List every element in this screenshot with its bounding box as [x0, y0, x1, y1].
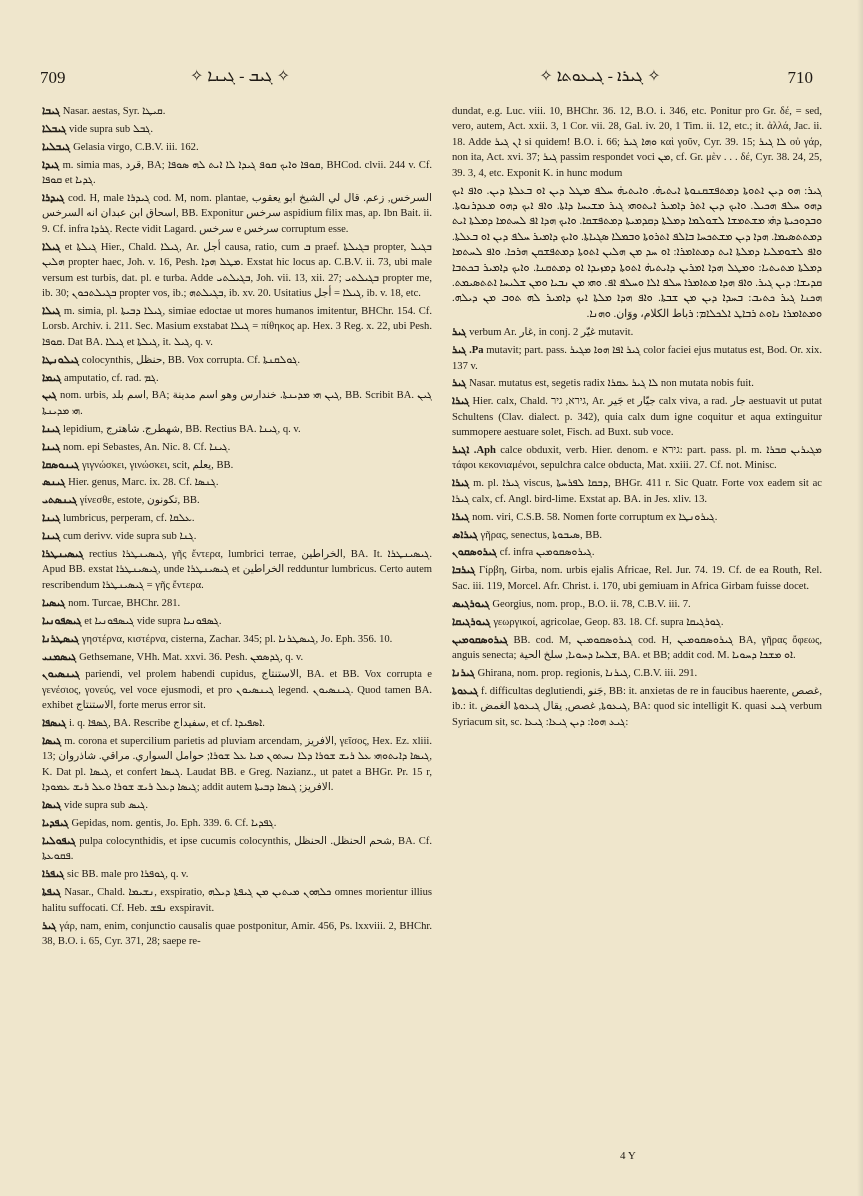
entry-headword: ܓܝܢܐ [42, 513, 61, 525]
dictionary-entry [42, 353, 432, 368]
page-header [0, 60, 863, 96]
entry-headword: ܓܝܣܛܪܢܐ [42, 633, 80, 645]
entry-headword: ܓܝܪܘܣܩܘܢ [452, 547, 498, 559]
entry-definition: rectius ܓܝܣܝܢܛܪܐ, γῆς ἔντερα, lumbrici terrae, الخراطين, BA. It. ܓܝܣܝܢܛܪܐ. Apud BB. exstat ܓܝܣܝܢܛܪܐ, unde ܓܝܣܝܢܛܪܐ et الخراطين redduntur lumbricus. Certo autem rescribendum ܓܝܣܝܢܛܪܐ = γῆς ἔντερα. [42, 549, 432, 591]
dictionary-entry [452, 394, 822, 440]
entry-headword: ܓܝܢܐ [42, 423, 61, 435]
entry-definition: et ܓܝܣܦܘܢܝܐ vide supra ܓܣܦܘܢܝܐ. [84, 615, 222, 627]
entry-definition: Hier. genus, Marc. ix. 28. Cf. ܓܢܣܐ. [68, 477, 219, 489]
dictionary-entry [42, 191, 432, 237]
dictionary-entry [42, 716, 432, 731]
syriac-gloss-block: ܓܝܪ: ܗܘ ܕܝܢ ܐܬܘܬܐ ܕܡܬܦܫܩܢܘܬܐ ܐܝܬܝܗ̇. ܘܐܝܬܝܗ̇ ܚܠܦ ܡܛܠ ܕܝܢ ܐܘ ܒܥܠܬܐ ܕܝܢ. ܘܐܦ ܐܝܟ ܕܗܘ ܚܠܦ ܗܟܝܠ. ܘܐܝܟ ܕܝܢ ܐܬܪ ܕܐܡܝܪ ܐܝܬܘܗܝ ܓܝܪ ܡܫܝܚܐ ܕܐܬܐ. ܘܐܦ ܐܝܟ ܕܗܘ ܡܥܕܪܢܘܬܐ. ܘܒܕܘܟܝܬܐ ܕܗ̇ܝ ܡܫܬܡܫܐ ܠܫܘܠܡܐ ܕܡܠܬܐ ܕܩܕܡܝܬܐ ܕܡܬܦܫܩܐ. ܘܐܝܟ ܗܕܐ ܐܦ ܠܚܬܡܐ ܕܡܠܬܐ ܐܝܬ ܕܡܬܬܣܝܡܐ. ܗܕܐ ܕܝܢ ܡܫܬܟܚܐ ܒܐܠܦ ܐܬܪܘܬܐ ܘܒܡܠܐ ܣܓܝܐܬܐ. ܘܐܝܟ ܕܐܡܝܪ ܚܠܦ ܕܝܢ ܐܘ ܒܥܠܬܐ. ܘܐܦ ܠܫܘܡܠܝܐ ܕܡܠܬܐ ܐܝܬ ܕܡܬܐܡܪܐ: ܐܘ ܚܕ ܡܢ ܗܠܝܢ ܐܬܘܬܐ ܕܡܬܦܫܩܢ ܗܪܟܐ. ܘܐܦ ܠܚܬܡܐ ܕܡܠܬܐ ܡܬܝܬܝܐ: ܘܡܛܠ ܗܕܐ ܐܡܪܝܢ ܕܐܝܬܝܗ̇ ܐܬܘܬܐ ܕܡܙܝܕܐ ܐܘ ܕܡܬܩܢܐ. ܘܐܝܟ ܕܐܡܝܪ ܒܟܬܒܐ ܩܕܝܫܐ: ܕܝܢ ܓܝܪ. ܘܐܦ ܗܕܐ ܡܬܐܡܪܐ ܚܠܦ ܐܠܐ ܘܚܠܦ ܐܦ. ܘܗܝ ܡܢ ܢܒܝܐ ܘܡܢ ܫܠܝܚܐ ܐܬܬܣܝܡܬ. ܗܟܢܐ ܓܝܪ ܟܬܝܒ: ܒܚܕܐ ܕܝܢ ܡܢ ܫܒܬܐ. ܘܐܦ ܗܕܐ ܡܠܬܐ ܐܝܟ ܕܐܡܝܪ ܠܗ ܬܘܒ ܡܢ ܕܝܠܗ. ܘܡܬܐܡܪܐ ܢܐܘܬ ܪܒܐܛ ܐܠܟܠܐܡ: ܪباط الكلام، ووَان. ܘܗܢܐ. [452, 184, 822, 320]
entry-headword: ܓܝܒܠܐ [42, 123, 67, 135]
ornament-icon: ✧ [276, 68, 291, 85]
left-page-number: 709 [40, 68, 66, 87]
entry-headword: Aph. ܐܓܝܪ [452, 445, 496, 457]
dictionary-entry [42, 304, 432, 350]
entry-definition: cod. H, male ܓܝܕܪܐ cod. M, nom. plantae, السرخس, زعم. قال لي الشيخ ابو يعقوب اسحاق ابن عبدان انه السرخس, BB. Exponitur سرخس aspidium filix mas, ap. Ibn Bait. ii. 9. Cf. infra ܓܪܕܐ. Recte vidit Lagard. سرخس e سرخس corruptum esse. [42, 193, 432, 235]
right-running-title [525, 66, 675, 86]
entry-headword: ܓܝܣܦܐ [42, 718, 67, 730]
entry-definition: mutavit; part. pass. ܓܝܪ ܐܦܐ ܗܘܐ ܡܓܝܪ color faciei ejus mutatus est, Bod. Or. xix. 137 v. [452, 345, 822, 372]
entry-definition: Gethsemane, VHh. Mat. xxvi. 36. Pesh. ܓܕܣܡܢ, q. v. [79, 651, 304, 663]
entry-headword: ܓܝܢܣܝܘܢ [42, 669, 80, 681]
entry-headword: ܓܝܠܘܢܛܐ [42, 354, 80, 366]
entry-headword: ܓܝܕܪܐ [42, 193, 65, 205]
entry-headword: ܓܝܪܐ [452, 396, 470, 408]
entry-definition: m. simia, pl. ܓܝܠܐ ܕܒܝܬܐ, simiae edoctae ut mores humanos imitentur, BHChr. 154. Cf. Lorsb. Archiv. i. 211. Sec. Masium exstabat ܓܝܠܐ = πίθηκος ap. Hex. 3 Reg. x. 22, ubi Pesh. ܩܘܦܐ. Dat BA. ܓܝܠܐ et ܓܝܠܬܐ, it. ܓܝܠ, q. v. [42, 305, 432, 348]
dictionary-entry [452, 615, 822, 630]
entry-headword: ܓܝܠܐ [42, 241, 61, 253]
entry-headword: ܓܝܦܪܐ [42, 869, 65, 881]
dictionary-entry [42, 596, 432, 611]
dictionary-entry [42, 158, 432, 189]
ornament-icon: ✧ [647, 68, 661, 85]
entry-headword: ܓܝܪ [452, 378, 467, 390]
dictionary-entry [42, 614, 432, 629]
entry-headword: Pa. ܓܝܪ [452, 345, 484, 357]
dictionary-entry [42, 734, 432, 796]
dictionary-entry [42, 816, 432, 831]
dictionary-entry [452, 633, 822, 664]
entry-headword: ܓܝܣܝܐ [42, 597, 66, 609]
left-running-title [170, 66, 310, 86]
dictionary-entry [42, 422, 432, 437]
entry-definition: Gepidas, nom. gentis, Jo. Eph. 339. 6. Cf. ܓܦܕܝܐ. [71, 818, 277, 830]
entry-definition: γεωργικοί, agricolae, Geop. 83. 18. Cf. supra ܓܘܪܓܝܩܐ. [493, 616, 724, 628]
entry-definition: vide supra sub ܓܝܣ. [64, 800, 149, 812]
entry-definition: Γίρβη, Girba, nom. urbis ejalis Africae, Rel. Jur. 74. 19. Cf. de ea Routh, Rel. Sac. iii. 119, Morcel. Afr. Christ. i. 170, ubi gemiuam in Africa Girbam fuisse docet. [452, 565, 822, 592]
entry-headword: ܓܝܪܒܐ [452, 565, 476, 577]
dictionary-entry [42, 475, 432, 490]
ornament-icon: ✧ [189, 68, 204, 85]
dictionary-entry [42, 388, 432, 419]
entry-headword: ܓܝܦܘܠܝܐ [42, 835, 76, 847]
entry-headword: ܓܝܒܠܝܐ [42, 141, 71, 153]
entry-definition: γάρ, nam, enim, conjunctio causalis quae postponitur, Amir. 456, Ps. lxxviii. 2, BHChr. 38, B.O. i. 65, Cyr. 371, 28; saepe re- [42, 920, 432, 947]
entry-headword: ܓܝܒܐ [42, 106, 61, 117]
entry-headword: ܓܝܪܐ [452, 478, 470, 490]
dictionary-entry [452, 597, 822, 612]
entry-definition: Ghirana, nom. prop. regionis, ܓܝܪܢܐ, C.B.V. iii. 291. [477, 667, 698, 679]
signature-mark: 4 Y [620, 1150, 636, 1162]
dictionary-entry [42, 529, 432, 544]
entry-definition: cf. infra ܓܝܪܘܣܩܘܡܝܢ. [499, 547, 595, 559]
entry-headword: ܓܝܣܦܘܢܝܐ [42, 615, 82, 627]
entry-definition: Georgius, nom. prop., B.O. ii. 78, C.B.V. iii. 7. [492, 598, 691, 610]
entry-headword: ܓܝܪܐܣ [452, 529, 478, 541]
entry-headword: ܓܝܪܐ [452, 511, 470, 523]
dictionary-entry [42, 458, 432, 473]
entry-definition: cum derivv. vide supra sub ܓܢܐ. [63, 531, 197, 543]
entry-definition: amputatio, cf. rad. ܓܡ. [64, 372, 159, 384]
entry-definition: γίνεσθε, estote, تكونون, BB. [79, 495, 200, 507]
dictionary-entry [42, 511, 432, 526]
dictionary-entry [42, 650, 432, 665]
entry-headword: ܓܝܪܢܐ [452, 667, 475, 679]
dictionary-entry [452, 443, 822, 474]
entry-headword: ܓܝܠܐ [42, 305, 61, 317]
entry-headword: ܓܝܕܐ [42, 159, 60, 171]
entry-headword: ܓܝܦܬܐ [42, 887, 62, 899]
entry-definition: lumbricus, perperam, cf. ܥܠܩܐ. [63, 513, 195, 525]
entry-headword: ܓܝܣܐ [42, 736, 62, 748]
entry-headword: ܓܝܪܘܣܩܘܡܝܢ [452, 634, 508, 646]
right-page-number: 710 [787, 68, 813, 87]
entry-definition: vide supra sub ܓܒܠ. [68, 123, 154, 135]
left-column [42, 104, 432, 1126]
entry-definition: nom. viri, C.S.B. 58. Nomen forte corruptum ex ܓܝܪܘܢܛܐ. [472, 511, 718, 523]
dictionary-entry [42, 919, 432, 950]
entry-definition: Gelasia virgo, C.B.V. iii. 162. [73, 141, 199, 153]
dictionary-entry [452, 684, 822, 730]
entry-definition: BB. cod. M, ܓܝܪܘܣܩܘܡܝܢ cod. H, ܓܝܪܘܣܩܘܡܝܢ BA, γῆρας ὄφεως, anguis senecta; ܫܠܚܐ ܕܚܘܝܐ, سلخ الحية, BA. et BB; addit cod. M. ܐܘ ܡܫܟܐ ܕܚܘܝܐ. [452, 634, 822, 661]
dictionary-entry [42, 547, 432, 593]
entry-definition: Hier. calx, Chald. גירא, גיר, Ar. جَير et جيّار calx viva, a rad. جار aestuavit ut putat Schultens (Clav. dialect. p. 342), quia calx dum igne coquitur et aqua extinguitur summopere aestuare solet, Fisch. ad Buxt. sub voce. [452, 396, 822, 439]
entry-headword: ܓܝܥܘܬܐ [452, 685, 479, 697]
dictionary-entry [452, 528, 822, 543]
dictionary-entry [42, 834, 432, 865]
entry-headword: ܓܝܢ [42, 390, 57, 402]
entry-definition: γῆρας, senectus, ܣܝܒܘܬܐ, BB. [480, 529, 603, 541]
dictionary-entry [452, 376, 822, 391]
entry-headword: ܓܝܘܪܓܝܩܐ [452, 616, 491, 628]
dictionary-entry [42, 493, 432, 508]
entry-definition: calce obduxit, verb. Hier. denom. e גירא: part. pass. pl. m. ܡܓܝܪܝܢ ܩܒܪܐ τάφοι κεκονιαμένοι, sepulchra calce obducta, Mat. xxiii. 27. Cf. not. Minisc. [452, 445, 822, 472]
entry-definition: sic BB. male pro ܓܘܦܪܐ, q. v. [67, 869, 189, 881]
dictionary-entry [452, 563, 822, 594]
entry-definition: γιγνώσκει, γινώσκει, scit, يعلم, BB. [81, 459, 234, 471]
dictionary-entry [42, 140, 432, 155]
dictionary-entry [452, 545, 822, 560]
entry-headword: ܓܝܣܝܢܛܪܐ [42, 549, 84, 561]
dictionary-entry [452, 510, 822, 525]
entry-definition: pulpa colocynthidis, et ipse cucumis colocynthis, شحم الحنظل. الحنظل, BA. Cf. ܦܩܘܥܬܐ. [42, 835, 432, 863]
dictionary-entry [42, 867, 432, 882]
dictionary-entry [452, 325, 822, 340]
entry-definition: nom. epi Sebastes, An. Nic. 8. Cf. ܓܝܢܐ. [63, 441, 231, 453]
entry-definition: i. q. ܓܣܦܐ, BA. Rescribe سفيداج, et cf. ܐܣܦܝܕܐ. [68, 718, 265, 730]
entry-headword: ܓܝܘܪܓܝܣ [452, 598, 490, 610]
entry-headword: ܓܝܡܐ [42, 372, 62, 384]
dictionary-entry [42, 104, 432, 119]
entry-headword: ܓܝܢܘܣܩܐ [42, 459, 80, 471]
entry-definition: γηστέρνα, κιστέρνα, cisterna, Zachar. 345; pl. ܓܝܣܛܪܢܐ, Jo. Eph. 356. 10. [81, 633, 393, 645]
entry-definition: nom. Turcae, BHChr. 281. [68, 597, 181, 609]
right-column-intro: dundat, e.g. Luc. viii. 10, BHChr. 36. 12, B.O. i. 346, etc. Ponitur pro Gr. δέ, = sed, vero, autem, Act. xxii. 3, 1 Cor. vii. 28, Gal. iv. 20, 1 Tim. ii. 12, etc.; it. ἀλλά, Jac. ii. 18. Adde ܐܢ ܓܝܪ si quidem! B.O. i. 66; ܘܗܐ ܓܝܪ καὶ γοῦν, Cyr. 39. 15; ܠܐ ܓܝܪ οὐ γάρ, non ita, Act. xvi. 37; ܓܝܪ passim respondet voci ܡܢ, cf. Gr. μὲν . . . δέ, Cyr. 38. 24, 25, 39. 3, 4, etc. Exponit K. in hunc modum [452, 106, 822, 179]
entry-headword: ܓܝܢܣ [42, 477, 66, 489]
entry-headword: ܓܝܣܐ [42, 800, 62, 812]
entry-headword: ܓܝܪ [42, 920, 57, 932]
right-running-title-text: ܓܝܪܐ - ܓܝܥܘܬܐ [556, 68, 644, 85]
left-running-title-text: ܓܝܒ - ܓܝܢܐ [207, 68, 273, 85]
dictionary-entry [452, 476, 822, 507]
dictionary-entry [452, 343, 822, 374]
dictionary-entry [42, 885, 432, 916]
entry-definition: Nasar. aestas, Syr. ܩܝܛܐ. [62, 106, 166, 117]
entry-definition: f. difficultas deglutiendi, جَنو, BB: it. anxietas de re in faucibus haerente, غصص, ib.: it. ܓܝܥܘܬܐ, غصص, يقال ܓܝܥܘܬܐ الغمض, BA: quod sic intelligit K. quasi ܓܝܥ verbum Syriacum sit, sc. ܓܝܥ ܗܘܐ: ܕܝܢ ܓܝܥܐ: ܓܝܥܐ: [452, 685, 822, 728]
entry-definition: m. simia mas, قرد, BA; ܩܘܦܐ ܘܐܝܟ ܩܘܦ ܓܝܕܐ ܠܐ ܐܝܬ ܠܗ ܣܘܦܐ, BHCod. clvii. 244 v. Cf. ܩܘܦܐ et ܓܕܝܐ. [42, 159, 432, 187]
entry-headword: ܓܝܢܐ [42, 441, 61, 453]
dictionary-entry [42, 371, 432, 386]
dictionary-entry [42, 632, 432, 647]
entry-headword: ܓܝܣܡܢܝ [42, 651, 77, 663]
entry-definition: nom. urbis, اسم بلد, BA; ܓܝܢ ܗܝ ܡܕܝܢܬܐ. خندارس وهو اسم مدينة, BB. Scribit BA. ܓܝܢ ܗܝ ܡܕܝܢܬܐ. [42, 390, 432, 417]
entry-definition: pariendi, vel prolem habendi cupidus, الاستنتاج, BA. et BB. Vox corrupta e γενέσιος, γονεύς, vel voce ejusmodi, et pro ܓܝܢܣܝܘܢ legend. ܓܝܢܣܝܘܢ. Quod tamen BA. exhibet الاستنتاج, forte merus error sit. [42, 669, 432, 712]
right-column [452, 104, 822, 1126]
entry-headword: ܓܝܢܐ [42, 531, 61, 543]
right-column-entries [452, 325, 822, 730]
entry-definition: m. corona et supercilium parietis ad pluviam arcendam, الافريز, γεῖσος, Hex. Ez. xliii. 13; ܓܝܣܐ ܕܐܝܬܘܗܝ ܥܠ ܪܝܫ ܫܘܪܐ ܕܠܐ ܢܚܬܘܢ ܡܝܐ ܥܠ ܫܘܪܐ; حوامل السواري. مراقي. شاذروان, K. Dat pl. ܓܝܣܐ, et confert ܓܝܣܐ. Laudat BB. e Greg. Nazianz., ut patet a BHGr. Pr. 15 r, ܓܝܣܐ ܕܥܠ ܪܝܫ ܫܘܪܐ ܘܥܠ ܪܝܫ ܥܡܘܕܐ; addit autem الافريز; ܓܝܣܐ ܕܒܝܬܐ. [42, 736, 432, 794]
ornament-icon: ✧ [539, 68, 553, 85]
dictionary-entry [42, 440, 432, 455]
entry-definition: Nasar., Chald. ܢܫܝܡܐ, exspiratio, ܟܠܗܘܢ ܡܝܬܝܢ ܡܢ ܓܝܦܬܐ ܕܝܠܗ omnes morientur illius halitu suffocati. Cf. Heb. ܢܦܫ exspiravit. [42, 887, 432, 914]
entry-definition: Nasar. mutatus est, segetis radix ܠܐ ܓܝܪ ܥܩܪܐ non mutata nobis fuit. [469, 378, 754, 390]
entry-headword: ܓܝܢܣܬܝ [42, 495, 78, 507]
entry-definition: et ܓܝܠܬܐ Hier., Chald. ܓܝܠܐ, Ar. أجل causa, ratio, cum ܒ praef. ܒܓܝܠܬܐ propter, ܒܓܝܠ ܗܠܝܢ propter haec, Joh. v. 16, Pesh. ܡܛܠ ܗܕܐ. Exstat hic locus ap. C.B.V. ii. 73, ubi male versum est turbis, dat. pl. e turba. Adde ܒܓܝܠܬܝ, Joh. vii. 13, xii. 27; ܒܓܝܠܬܝ propter me, ib. 30; ܒܓܝܠܬܟܘܢ propter vos, ib.; ܒܓܝܠܬܗ, ib. xv. 20. Usitatius ܓܝܠܐ = أجل, ib. v. 18, etc. [42, 241, 432, 299]
dictionary-entry [42, 122, 432, 137]
dictionary-entry [452, 666, 822, 681]
entry-headword: ܓܝܦܕܝܐ [42, 818, 69, 830]
entry-definition: m. pl. ܓܝܪܐ viscus, ܕܒܩܐ ܠܦܪܚܬܐ, BHGr. 411 r. Sic Quatr. Forte vox eadem sit ac ܓܝܪܐ calx, cf. Angl. bird-lime. Exstat ap. BA. in Jes. xliv. 13. [452, 478, 822, 505]
entry-definition: lepidium, شهطرج. شاهترج, BB. Rectius BA. ܓܝܢܐ, q. v. [63, 423, 301, 435]
entry-headword: ܓܝܪ [452, 327, 467, 339]
entry-definition: verbum Ar. غار, in conj. 2 غيّر mutavit. [469, 327, 634, 339]
dictionary-entry [42, 798, 432, 813]
dictionary-entry [42, 240, 432, 302]
dictionary-entry [42, 667, 432, 713]
page-edge-shadow [857, 0, 863, 1196]
entry-definition: colocynthis, حنظل, BB. Vox corrupta. Cf. ܓܘܠܩܢܬܐ. [81, 354, 301, 366]
